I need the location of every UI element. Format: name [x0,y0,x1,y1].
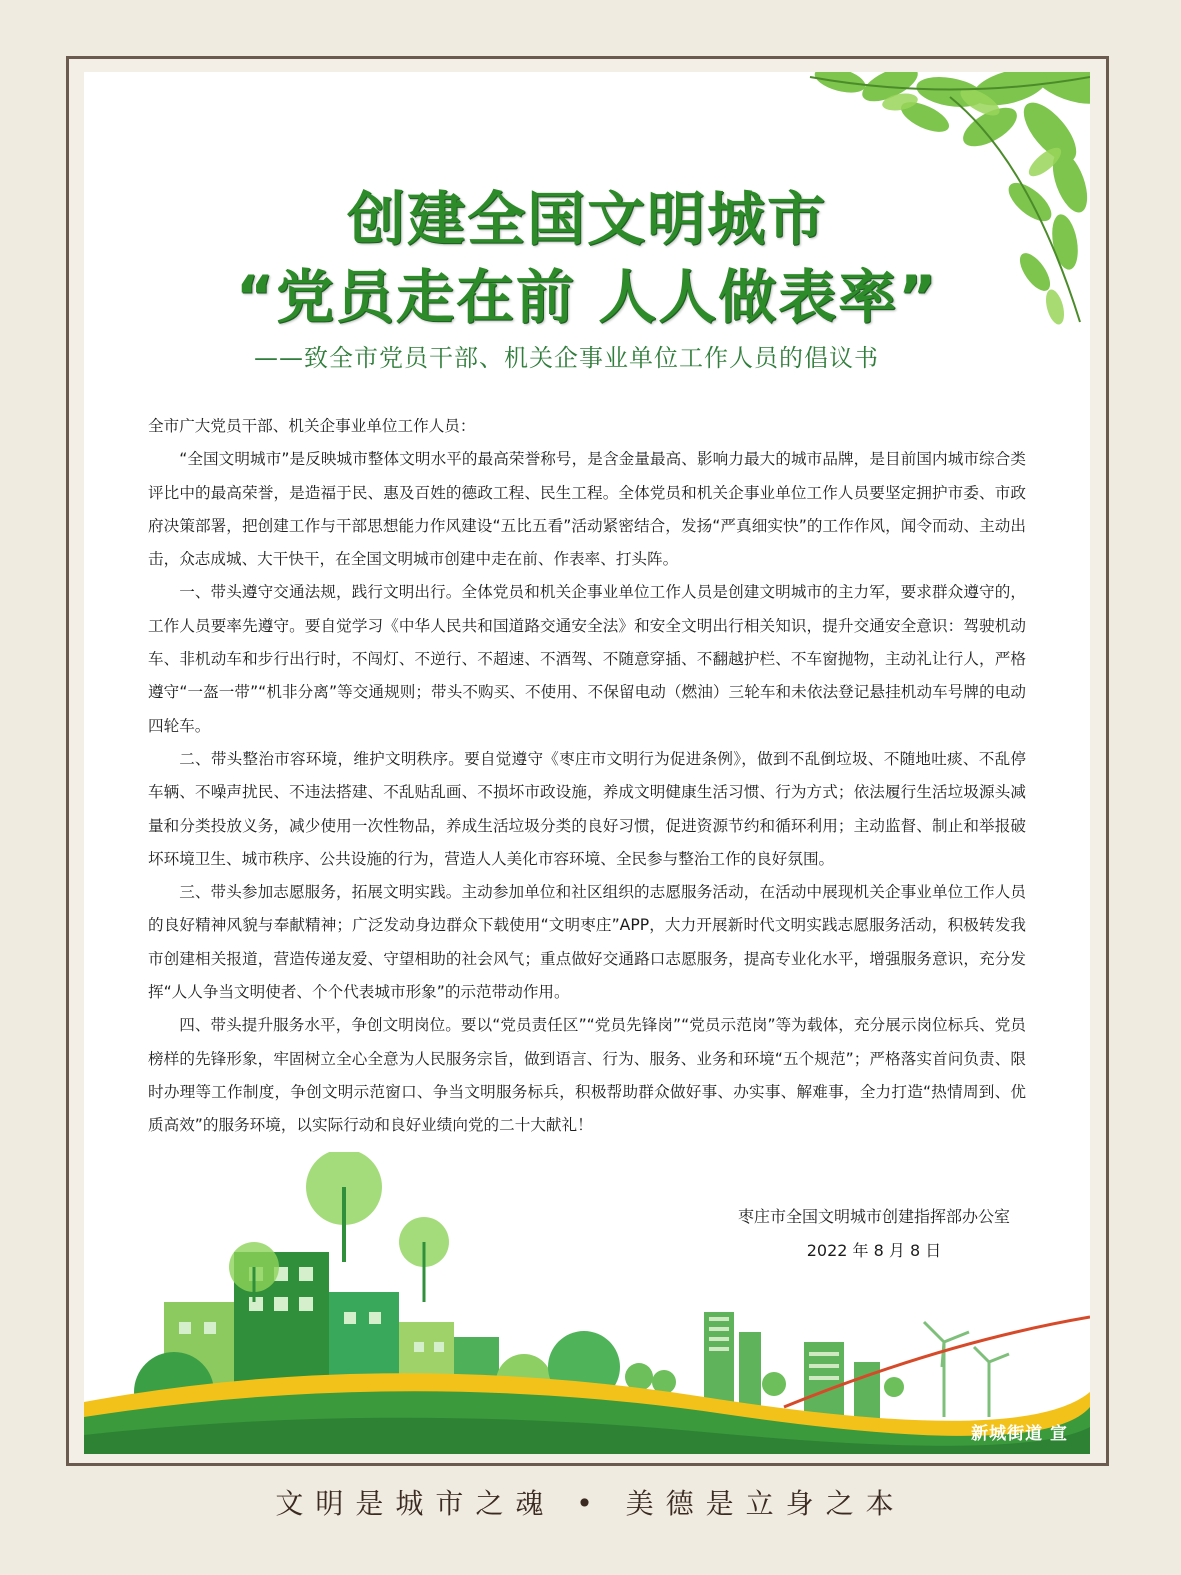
intro-paragraph: “全国文明城市”是反映城市整体文明水平的最高荣誉称号，是含金量最高、影响力最大的城市品牌，是目前国内城市综合类评比中的最高荣誉，是造福于民、惠及百姓的德政工程、民生工程。全体党员和机关企事业单位工作人员要坚定拥护市委、市政府决策部署，把创建工作与干部思想能力作风建设“五比五看”活动紧密结合，发扬“严真细实快”的工作作风，闻令而动、主动出击，众志成城、大干快干，在全国文明城市创建中走在前、作表率、打头阵。 [148,450,1026,569]
signature-date: 2022 年 8 月 8 日 [806,1241,942,1260]
bottom-slogan: 文明是城市之魂 • 美德是立身之本 [275,1487,906,1520]
poster [84,72,1090,1454]
title-line-2: “党员走在前 人人做表率” [235,263,939,331]
letter-body [148,410,1026,1143]
greeting: 全市广大党员干部、机关企事业单位工作人员： [148,417,476,435]
title-line-1: 创建全国文明城市 [346,185,827,253]
department-credit: 新城街道 宣 [971,1424,1068,1444]
paragraph-1: 一、带头遵守交通法规，践行文明出行。全体党员和机关企事业单位工作人员是创建文明城市的主力军，要求群众遵守的，工作人员要率先遵守。要自觉学习《中华人民共和国道路交通安全法》和安全文明出行相关知识，提升交通安全意识：驾驶机动车、非机动车和步行出行时，不闯灯、不逆行、不超速、不酒驾、不随意穿插、不翻越护栏、不车窗抛物，主动礼让行人，严格遵守“一盔一带”“机非分离”等交通规则；带头不购买、不使用、不保留电动（燃油）三轮车和未依法登记悬挂机动车号牌的电动四轮车。 [148,583,1026,735]
paragraph-4: 四、带头提升服务水平，争创文明岗位。要以“党员责任区”“党员先锋岗”“党员示范岗”等为载体，充分展示岗位标兵、党员榜样的先锋形象，牢固树立全心全意为人民服务宗旨，做到语言、行为、服务、业务和环境“五个规范”；严格落实首问负责、限时办理等工作制度，争创文明示范窗口、争当文明服务标兵，积极帮助群众做好事、办实事、解难事，全力打造“热情周到、优质高效”的服务环境，以实际行动和良好业绩向党的二十大献礼！ [148,1016,1026,1135]
signature-org: 枣庄市全国文明城市创建指挥部办公室 [737,1207,1010,1226]
paragraph-3: 三、带头参加志愿服务，拓展文明实践。主动参加单位和社区组织的志愿服务活动，在活动中展现机关企事业单位工作人员的良好精神风貌与奉献精神；广泛发动身边群众下载使用“文明枣庄”APP，大力开展新时代文明实践志愿服务活动，积极转发我市创建相关报道，营造传递友爱、守望相助的社会风气；重点做好交通路口志愿服务，提高专业化水平，增强服务意识，充分发挥“人人争当文明使者、个个代表城市形象”的示范带动作用。 [148,883,1026,1002]
green-city-illustration [84,1152,1090,1454]
paragraph-2: 二、带头整治市容环境，维护文明秩序。要自觉遵守《枣庄市文明行为促进条例》，做到不乱倒垃圾、不随地吐痰、不乱停车辆、不噪声扰民、不违法搭建、不乱贴乱画、不损坏市政设施，养成文明健康生活习惯、行为方式；依法履行生活垃圾源头减量和分类投放义务，减少使用一次性物品，养成生活垃圾分类的良好习惯，促进资源节约和循环利用；主动监督、制止和举报破坏环境卫生、城市秩序、公共设施的行为，营造人人美化市容环境、全民参与整治工作的良好氛围。 [148,749,1026,868]
subtitle: ——致全市党员干部、机关企事业单位工作人员的倡议书 [254,344,879,372]
